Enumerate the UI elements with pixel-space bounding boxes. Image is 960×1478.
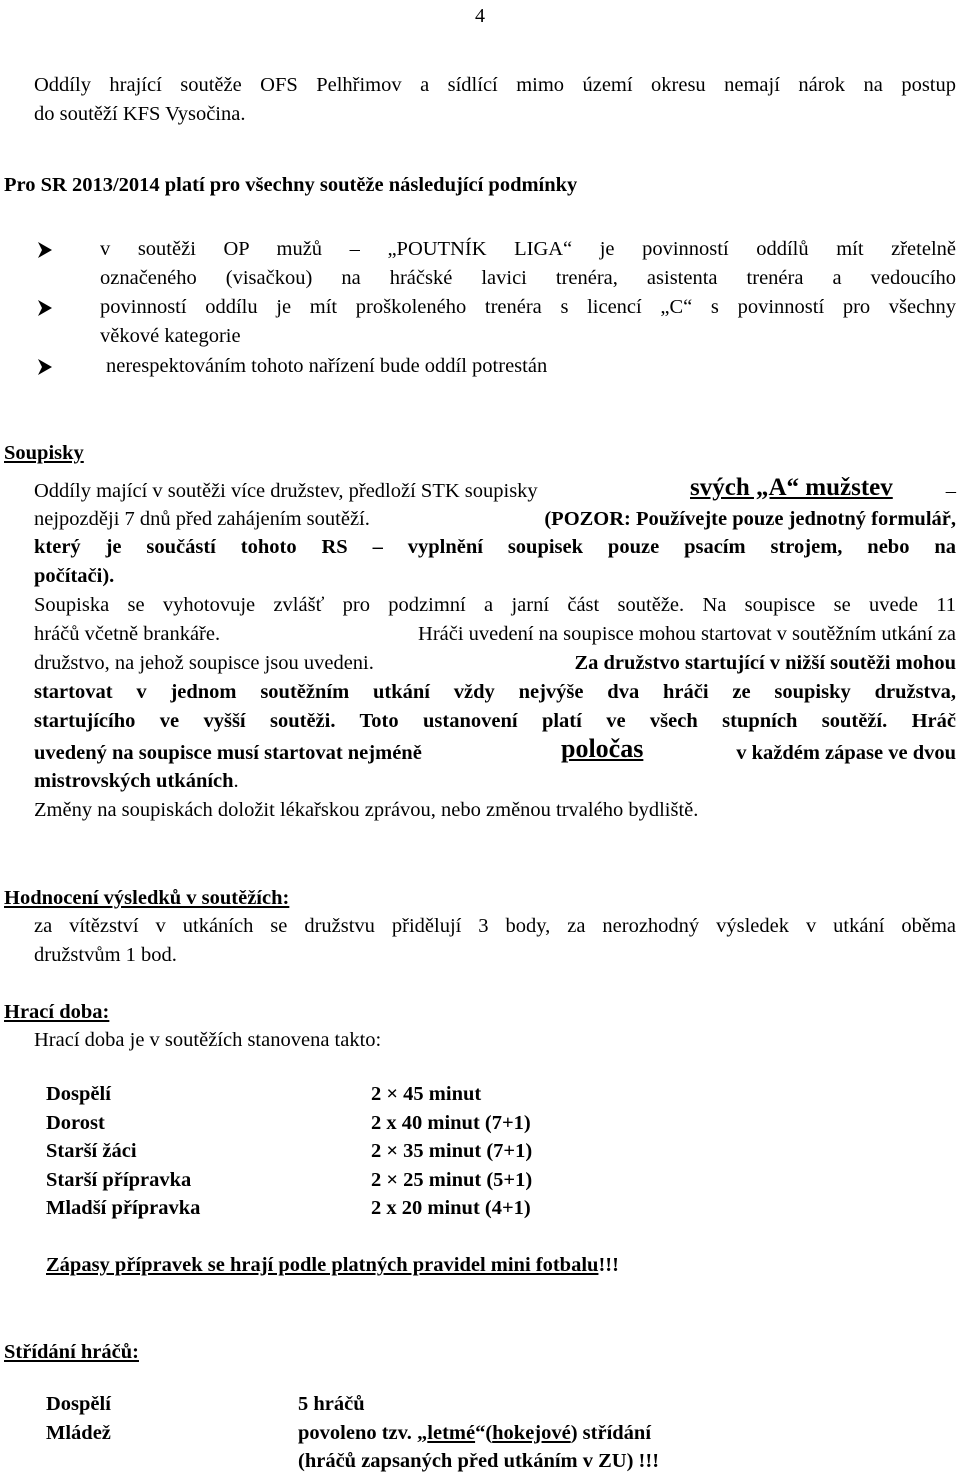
- soupisky-warning: (POZOR: Používejte pouze jednotný formulář,: [544, 508, 956, 530]
- soupisky-line-1: [34, 475, 956, 505]
- pripravky-note-text: Zápasy přípravek se hrají podle platných pravidel mini fotbalu: [46, 1254, 599, 1276]
- soupisky-dash: –: [945, 480, 956, 502]
- hodnoceni-heading: Hodnocení výsledků v soutěžích:: [4, 887, 290, 909]
- soupisky-line-7: [34, 649, 956, 678]
- table-row: [46, 1194, 746, 1223]
- time-cell: 2 × 45 minut: [371, 1083, 482, 1105]
- list-item: [36, 352, 956, 381]
- category-cell: Dorost: [46, 1111, 105, 1134]
- table-row: [46, 1080, 746, 1109]
- intro-paragraph: [34, 71, 956, 129]
- soupisky-line-10: [34, 734, 956, 767]
- time-cell: 2 × 25 minut (5+1): [371, 1168, 533, 1191]
- soupisky-line-6: [34, 620, 956, 649]
- category-cell: Dospělí: [46, 1083, 111, 1105]
- page-number: 4: [475, 5, 485, 27]
- stridani-text: “(: [475, 1422, 493, 1444]
- table-row: [46, 1109, 746, 1138]
- soupisky-line-8: [34, 678, 956, 707]
- stridani-text: povoleno tzv. „: [298, 1422, 428, 1444]
- soupisky-text: Hráči uvedení na soupisce mohou startovat v soutěžním utkání za: [418, 623, 956, 645]
- soupisky-rule: uvedený na soupisce musí startovat nejméně: [34, 742, 422, 764]
- soupisky-text: nejpozději 7 dnů před zahájením soutěží.: [34, 508, 370, 530]
- soupisky-line-2: [34, 505, 956, 533]
- conditions-list: [36, 235, 956, 385]
- soupisky-line-12: [34, 796, 956, 825]
- soupisky-rule: startovat v jednom soutěžním utkání vždy nejvýše dva hráči ze soupisky družstva,: [34, 681, 956, 703]
- hraci-doba-intro: Hrací doba je v soutěžích stanovena takto:: [34, 1029, 382, 1051]
- soupisky-emphasis: poločas: [561, 734, 644, 763]
- soupisky-emphasis: svých „A“ mužstev: [690, 474, 893, 501]
- hraci-doba-table: [46, 1080, 746, 1223]
- stridani-row-1-cat: Dospělí: [46, 1393, 111, 1415]
- intro-line-1: Oddíly hrající soutěže OFS Pelhřimov a sídlící mimo území okresu nemají nárok na postup: [34, 74, 956, 96]
- stridani-row-1-val: 5 hráčů: [298, 1393, 365, 1415]
- table-row: [46, 1166, 746, 1195]
- hraci-doba-heading: Hrací doba:: [4, 1001, 110, 1023]
- soupisky-text: .: [233, 770, 239, 792]
- stridani-row-2-cat: Mládež: [46, 1422, 111, 1444]
- pripravky-note: [46, 1251, 619, 1280]
- arrow-bullet-icon: [36, 299, 54, 317]
- time-cell: 2 x 20 minut (4+1): [371, 1197, 531, 1219]
- table-row: [46, 1137, 746, 1166]
- stridani-letme: letmé: [427, 1422, 476, 1444]
- soupisky-text: Soupiska se vyhotovuje zvlášť pro podzimní a jarní část soutěže. Na soupisce se uvede 11: [34, 594, 956, 616]
- list-item-continuation: [36, 264, 956, 293]
- category-cell: Starší žáci: [46, 1140, 137, 1162]
- soupisky-line-9: [34, 707, 956, 737]
- soupisky-rule: startujícího ve vyšší soutěži. Toto ustanovení platí ve všech stupních soutěží. Hráč: [34, 710, 956, 732]
- soupisky-heading: Soupisky: [4, 442, 84, 464]
- bullet-2-line-1: povinností oddílu je mít proškoleného trenéra s licencí „C“ s povinností pro všechny: [100, 296, 956, 318]
- soupisky-warning: který je součástí tohoto RS – vyplnění soupisek pouze psacím strojem, nebo na: [34, 536, 956, 558]
- soupisky-rule: mistrovských utkáních: [34, 770, 234, 792]
- soupisky-line-3: [34, 533, 956, 562]
- soupisky-text: hráčů včetně brankáře.: [34, 623, 221, 645]
- conditions-heading: Pro SR 2013/2014 platí pro všechny soutěže následující podmínky: [4, 174, 578, 196]
- soupisky-rule: v každém zápase ve dvou: [736, 742, 956, 764]
- category-cell: Starší přípravka: [46, 1168, 192, 1191]
- list-item: [36, 235, 956, 264]
- time-cell: 2 × 35 minut (7+1): [371, 1140, 533, 1162]
- category-cell: Mladší přípravka: [46, 1197, 201, 1219]
- list-item-continuation: [36, 322, 956, 351]
- soupisky-line-5: [34, 591, 956, 620]
- hodnoceni-line-2: družstvům 1 bod.: [34, 944, 177, 966]
- soupisky-line-11: [34, 767, 956, 796]
- bullet-3-line-1: nerespektováním tohoto nařízení bude oddíl potrestán: [106, 355, 548, 377]
- soupisky-warning: počítači).: [34, 565, 115, 587]
- bullet-1-line-2: označeného (visačkou) na hráčské lavici trenéra, asistenta trenéra a vedoucího: [100, 267, 956, 289]
- stridani-row-2-val: [298, 1419, 651, 1448]
- soupisky-text: družstvo, na jehož soupisce jsou uvedeni.: [34, 652, 374, 674]
- stridani-row-3: (hráčů zapsaných před utkáním v ZU) !!!: [298, 1450, 660, 1472]
- bullet-1-line-1: v soutěži OP mužů – „POUTNÍK LIGA“ je povinností oddílů mít zřetelně: [100, 238, 956, 260]
- stridani-hokejove: hokejové: [492, 1422, 571, 1444]
- intro-line-2: do soutěží KFS Vysočina.: [34, 103, 246, 125]
- pripravky-note-exclaim: !!!: [598, 1254, 619, 1276]
- time-cell: 2 x 40 minut (7+1): [371, 1111, 531, 1134]
- arrow-bullet-icon: [36, 358, 54, 376]
- arrow-bullet-icon: [36, 241, 54, 259]
- hodnoceni-line-1: za vítězství v utkáních se družstvu přidělují 3 body, za nerozhodný výsledek v utkání oběma: [34, 915, 956, 937]
- soupisky-line-4: [34, 562, 956, 591]
- list-item: [36, 293, 956, 322]
- bullet-2-line-2: věkové kategorie: [100, 325, 241, 347]
- soupisky-body: [34, 475, 956, 825]
- soupisky-text: Změny na soupiskách doložit lékařskou zprávou, nebo změnou trvalého bydliště.: [34, 799, 699, 821]
- stridani-heading: Střídání hráčů:: [4, 1341, 139, 1363]
- stridani-text: ) střídání: [570, 1422, 652, 1444]
- soupisky-rule: Za družstvo startující v nižší soutěži mohou: [574, 652, 956, 674]
- hodnoceni-body: [34, 912, 956, 970]
- soupisky-text: Oddíly mající v soutěži více družstev, předloží STK soupisky: [34, 480, 538, 502]
